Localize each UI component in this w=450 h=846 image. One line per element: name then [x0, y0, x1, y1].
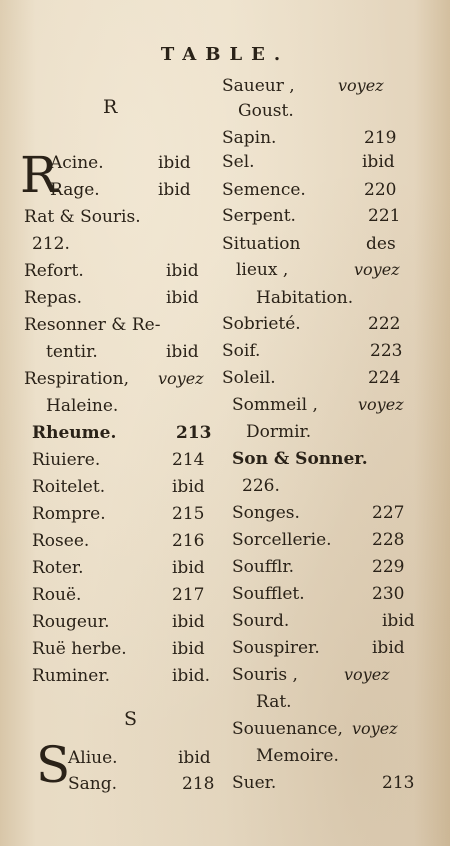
index-entry-word: Rosee. — [32, 531, 90, 551]
index-entry-page: 220 — [364, 180, 397, 200]
index-entry-page: 213 — [176, 423, 212, 443]
index-entry-page: ibid — [372, 638, 405, 658]
index-entry-page: ibid — [172, 558, 205, 578]
index-entry-page: ibid — [172, 639, 205, 659]
index-entry-word: Sourd. — [232, 611, 290, 631]
index-entry-word: Ruminer. — [32, 666, 110, 686]
index-entry-page: des — [366, 234, 396, 254]
index-entry-page: 229 — [372, 557, 405, 577]
index-entry-page: 230 — [372, 584, 405, 604]
index-entry-page: 215 — [172, 504, 205, 524]
index-entry-page: ibid — [166, 288, 199, 308]
index-entry-word: Sorcellerie. — [232, 530, 332, 550]
index-entry-page: ibid — [166, 261, 199, 281]
index-entry-page: 213 — [382, 773, 415, 793]
index-entry-page: voyez — [158, 369, 204, 388]
index-entry-word: Sel. — [222, 152, 255, 172]
index-entry-page: ibid — [158, 180, 191, 200]
index-entry-word: Soleil. — [222, 368, 276, 388]
index-entry-page: 214 — [172, 450, 205, 470]
index-entry-word: Roter. — [32, 558, 84, 578]
index-entry-word: tentir. — [46, 342, 98, 362]
index-entry-page: ibid — [172, 612, 205, 632]
index-entry-page: voyez — [352, 719, 398, 738]
index-entry-page: 222 — [368, 314, 401, 334]
index-entry-word: Soufflr. — [232, 557, 295, 577]
index-entry-page: voyez — [358, 395, 404, 414]
index-entry-page: 227 — [372, 503, 405, 523]
page-title: TABLE. — [160, 44, 290, 65]
index-entry-page: voyez — [344, 665, 390, 684]
index-entry-page: ibid — [362, 152, 395, 172]
index-entry-page: voyez — [338, 76, 384, 95]
index-entry-page: 228 — [372, 530, 405, 550]
index-entry-word: Rage. — [50, 180, 100, 200]
index-entry-word: Rouë. — [32, 585, 82, 605]
index-entry-page: ibid — [382, 611, 415, 631]
index-entry-word: Acine. — [50, 153, 104, 173]
index-entry-word: Sommeil , — [232, 395, 318, 415]
index-entry-page: ibid — [166, 342, 199, 362]
index-entry-word: Roitelet. — [32, 477, 106, 497]
index-entry-word: Serpent. — [222, 206, 296, 226]
index-entry-word: Refort. — [24, 261, 84, 281]
index-entry-word: Sang. — [68, 774, 118, 794]
index-entry-word: Soif. — [222, 341, 261, 361]
index-entry-word: Son & Sonner. — [232, 449, 368, 469]
index-entry-word: Souspirer. — [232, 638, 320, 658]
index-entry-word: Songes. — [232, 503, 300, 523]
index-entry-page: ibid — [172, 477, 205, 497]
index-entry-word: Rheume. — [32, 423, 117, 443]
index-entry-word: lieux , — [236, 260, 289, 280]
index-entry-page: ibid — [158, 153, 191, 173]
index-entry-word: Haleine. — [46, 396, 119, 416]
index-entry-word: Resonner & Re- — [24, 315, 161, 335]
index-entry-word: 212. — [32, 234, 70, 254]
index-entry-word: 226. — [242, 476, 280, 496]
index-entry-word: Rat & Souris. — [24, 207, 141, 227]
index-entry-word: Memoire. — [256, 746, 339, 766]
index-entry-page: ibid. — [172, 666, 211, 686]
index-entry-page: 221 — [368, 206, 401, 226]
index-entry-word: Saueur , — [222, 76, 295, 96]
section-letter-s: S — [124, 708, 138, 730]
index-entry-word: Soufflet. — [232, 584, 305, 604]
index-entry-word: Aliue. — [68, 748, 118, 768]
index-entry-page: voyez — [354, 260, 400, 279]
index-entry-word: Souris , — [232, 665, 298, 685]
dropcap-s: S — [36, 736, 71, 794]
index-entry-word: Respiration, — [24, 369, 130, 389]
index-entry-word: Semence. — [222, 180, 306, 200]
index-entry-page: ibid — [178, 748, 211, 768]
section-letter-r: R — [103, 96, 118, 118]
index-entry-word: Dormir. — [246, 422, 312, 442]
index-entry-word: Souuenance, — [232, 719, 343, 739]
index-entry-page: 219 — [364, 128, 397, 148]
index-entry-word: Goust. — [238, 101, 294, 121]
index-entry-page: 223 — [370, 341, 403, 361]
index-entry-word: Sobrieté. — [222, 314, 301, 334]
index-entry-word: Sapin. — [222, 128, 277, 148]
dropcap-r: R — [20, 146, 58, 204]
index-entry-page: 224 — [368, 368, 401, 388]
index-entry-page: 216 — [172, 531, 205, 551]
index-entry-page: 217 — [172, 585, 205, 605]
index-entry-word: Suer. — [232, 773, 277, 793]
index-entry-word: Riuiere. — [32, 450, 101, 470]
index-entry-word: Habitation. — [256, 288, 354, 308]
index-entry-word: Rat. — [256, 692, 292, 712]
index-entry-word: Rougeur. — [32, 612, 110, 632]
index-entry-word: Repas. — [24, 288, 83, 308]
index-entry-word: Rompre. — [32, 504, 106, 524]
index-entry-word: Situation — [222, 234, 301, 254]
index-entry-page: 218 — [182, 774, 215, 794]
index-entry-word: Ruë herbe. — [32, 639, 127, 659]
